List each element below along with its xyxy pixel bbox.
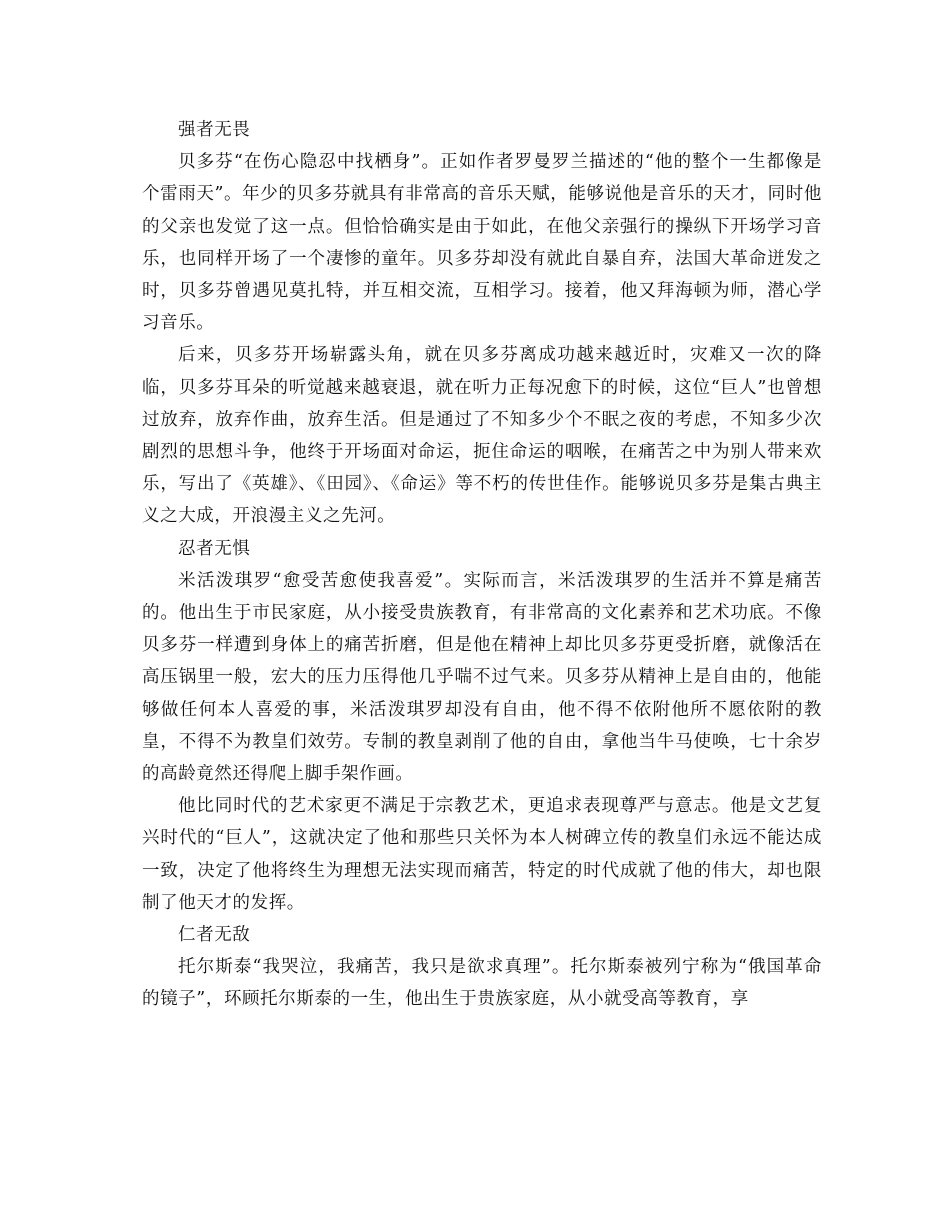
paragraph-beethoven-1: 贝多芬“在伤心隐忍中找栖身”。正如作者罗曼罗兰描述的“他的整个一生都像是个雷雨天”。年少的贝多芬就具有非常高的音乐天赋，能够说他是音乐的天才，同时他的父亲也发觉了这一点。但恰恰确实是由于如此，在他父亲强行的操纵下开场学习音乐，也同样开场了一个凄惨的童年。贝多芬却没有就此自暴自弃，法国大革命迸发之时，贝多芬曾遇见莫扎特，并互相交流，互相学习。接着，他又拜海顿为师，潜心学习音乐。 — [142, 152, 822, 334]
section-heading-1: 强者无畏 — [178, 120, 251, 140]
document-body — [142, 114, 822, 1016]
section-heading-2: 忍者无惧 — [178, 538, 251, 559]
paragraph-michelangelo-2: 他比同时代的艺术家更不满足于宗教艺术，更追求表现尊严与意志。他是文艺复兴时代的“巨人”，这就决定了他和那些只关怀为本人树碑立传的教皇们永远不能达成一致，决定了他将终生为理想无法实现而痛苦，特定的时代成就了他的伟大，却也限制了他天才的发挥。 — [142, 796, 822, 913]
paragraph-tolstoy-1: 托尔斯泰“我哭泣，我痛苦，我只是欲求真理”。托尔斯泰被列宁称为“俄国革命的镜子”，环顾托尔斯泰的一生，他出生于贵族家庭，从小就受高等教育，享 — [142, 957, 822, 1010]
section-heading-3: 仁者无敌 — [178, 925, 251, 946]
paragraph-michelangelo-1: 米活泼琪罗“愈受苦愈使我喜爱”。实际而言，米活泼琪罗的生活并不算是痛苦的。他出生于市民家庭，从小接受贵族教育，有非常高的文化素养和艺术功底。不像贝多芬一样遭到身体上的痛苦折磨，但是他在精神上却比贝多芬更受折磨，就像活在高压锅里一般，宏大的压力压得他几乎喘不过气来。贝多芬从精神上是自由的，他能够做任何本人喜爱的事，米活泼琪罗却没有自由，他不得不依附他所不愿依附的教皇，不得不为教皇们效劳。专制的教皇剥削了他的自由，拿他当牛马使唤，七十余岁的高龄竟然还得爬上脚手架作画。 — [142, 570, 822, 785]
paragraph-beethoven-2: 后来，贝多芬开场崭露头角，就在贝多芬离成功越来越近时，灾难又一次的降临，贝多芬耳朵的听觉越来越衰退，就在听力正每况愈下的时候，这位“巨人”也曾想过放弃，放弃作曲，放弃生活。但是通过了不知多少个不眠之夜的考虑，不知多少次剧烈的思想斗争，他终于开场面对命运，扼住命运的咽喉，在痛苦之中为别人带来欢乐，写出了《英雄》、《田园》、《命运》等不朽的传世佳作。能够说贝多芬是集古典主义之大成，开浪漫主义之先河。 — [142, 345, 822, 527]
